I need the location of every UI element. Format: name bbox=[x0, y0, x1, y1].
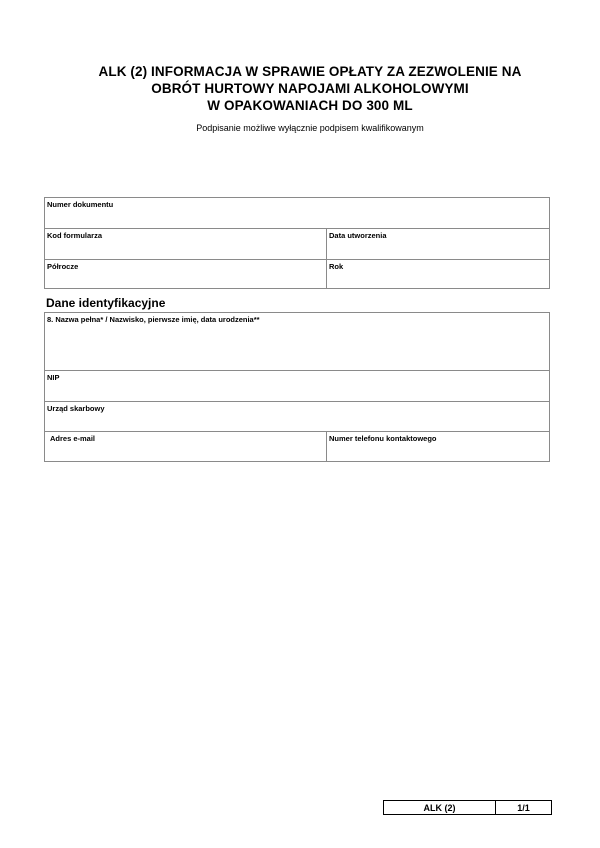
field-half-year[interactable] bbox=[45, 260, 326, 288]
section-title: Dane identyfikacyjne bbox=[46, 296, 166, 310]
label-form-code: Kod formularza bbox=[47, 231, 103, 240]
row-half-year bbox=[45, 259, 549, 288]
field-document-number[interactable] bbox=[45, 198, 549, 228]
signature-note: Podpisanie możliwe wyłącznie podpisem kwalifikowanym bbox=[196, 123, 424, 133]
title-line-1: ALK (2) INFORMACJA W SPRAWIE OPŁATY ZA ZEZWOLENIE NA bbox=[98, 64, 522, 79]
label-nip: NIP bbox=[47, 373, 60, 382]
field-full-name[interactable] bbox=[45, 313, 549, 370]
row-document-number bbox=[45, 198, 549, 228]
label-phone: Numer telefonu kontaktowego bbox=[329, 434, 437, 443]
footer-form-code: ALK (2) bbox=[423, 802, 456, 813]
field-created-date[interactable] bbox=[326, 229, 549, 259]
field-year[interactable] bbox=[326, 260, 549, 288]
field-form-code[interactable] bbox=[45, 229, 326, 259]
field-phone[interactable] bbox=[326, 432, 549, 461]
label-full-name: 8. Nazwa pełna* / Nazwisko, pierwsze imię, data urodzenia** bbox=[47, 315, 260, 324]
footer-page-number: 1/1 bbox=[495, 801, 551, 814]
row-tax-office bbox=[45, 401, 549, 431]
row-nip bbox=[45, 370, 549, 401]
label-document-number: Numer dokumentu bbox=[47, 200, 114, 209]
field-nip[interactable] bbox=[45, 371, 549, 401]
row-contact bbox=[45, 431, 549, 461]
label-tax-office: Urząd skarbowy bbox=[47, 404, 105, 413]
page-footer bbox=[383, 800, 552, 815]
title-line-2: OBRÓT HURTOWY NAPOJAMI ALKOHOLOWYMI bbox=[151, 81, 469, 96]
label-half-year: Półrocze bbox=[47, 262, 79, 271]
identification-box bbox=[44, 312, 550, 462]
title-line-3: W OPAKOWANIACH DO 300 ML bbox=[207, 98, 413, 113]
field-email[interactable] bbox=[45, 432, 326, 461]
page-title bbox=[60, 63, 560, 114]
field-tax-office[interactable] bbox=[45, 402, 549, 431]
document-meta-box bbox=[44, 197, 550, 289]
label-created-date: Data utworzenia bbox=[329, 231, 387, 240]
row-form-code bbox=[45, 228, 549, 259]
label-email: Adres e-mail bbox=[50, 434, 96, 443]
label-year: Rok bbox=[329, 262, 344, 271]
row-full-name bbox=[45, 313, 549, 370]
